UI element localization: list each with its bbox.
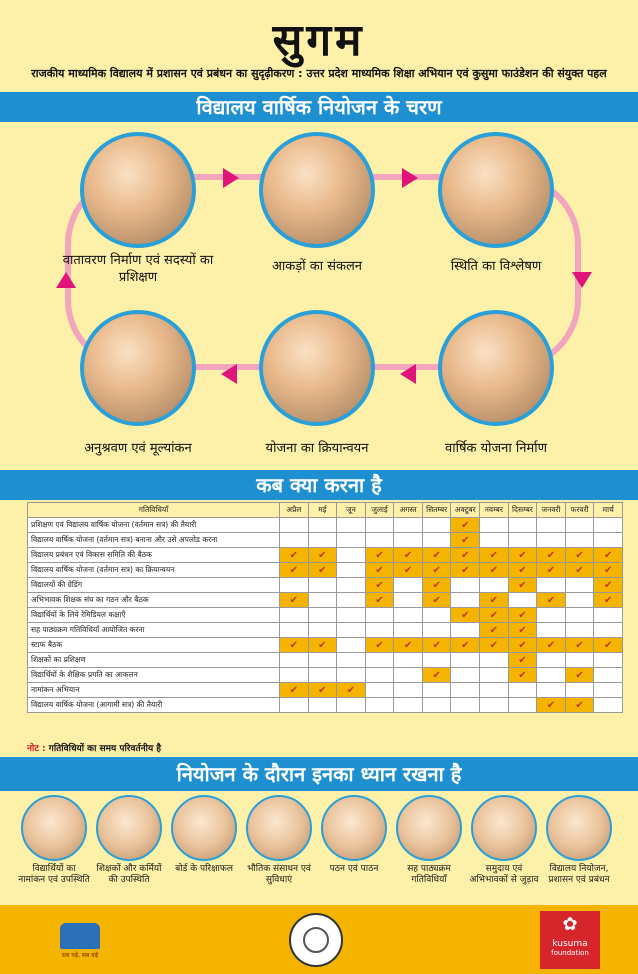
- empty-cell: [451, 593, 480, 608]
- attention-item: [318, 795, 390, 875]
- check-mark-icon: ✔: [280, 683, 309, 698]
- stage-3-label: स्थिति का विश्लेषण: [450, 259, 542, 274]
- check-mark-icon: ✔: [508, 668, 537, 683]
- activity-cell: विद्यार्थियों के शैक्षिक प्रगति का आकलन: [28, 668, 280, 683]
- empty-cell: [565, 623, 594, 638]
- empty-cell: [337, 608, 366, 623]
- empty-cell: [337, 578, 366, 593]
- month-header: जुलाई: [365, 503, 394, 518]
- empty-cell: [308, 623, 337, 638]
- empty-cell: [480, 668, 509, 683]
- activity-cell: विद्यालय वार्षिक योजना (वर्तमान सत्र) बनाना और उसे अपलोड करना: [28, 533, 280, 548]
- check-mark-icon: ✔: [480, 563, 509, 578]
- empty-cell: [308, 593, 337, 608]
- check-mark-icon: ✔: [537, 593, 566, 608]
- arrow-left-icon: [400, 364, 416, 384]
- empty-cell: [394, 578, 423, 593]
- empty-cell: [337, 548, 366, 563]
- empty-cell: [537, 668, 566, 683]
- empty-cell: [565, 683, 594, 698]
- arrow-down-icon: [572, 272, 592, 288]
- empty-cell: [451, 623, 480, 638]
- emblem-icon: [303, 927, 329, 953]
- empty-cell: [451, 578, 480, 593]
- empty-cell: [537, 518, 566, 533]
- empty-cell: [394, 698, 423, 713]
- attention-item-label: शिक्षकों और कर्मियों की उपस्थिति: [96, 864, 162, 885]
- empty-cell: [422, 698, 451, 713]
- check-mark-icon: ✔: [280, 563, 309, 578]
- arrow-up-icon: [56, 272, 76, 288]
- attention-item: [393, 795, 465, 886]
- check-mark-icon: ✔: [422, 548, 451, 563]
- stage-1-image: [80, 132, 196, 248]
- arrow-right-icon: [223, 168, 239, 188]
- schedule-note: [27, 741, 161, 754]
- check-mark-icon: ✔: [365, 638, 394, 653]
- empty-cell: [280, 578, 309, 593]
- empty-cell: [308, 653, 337, 668]
- stage-5-label: योजना का क्रियान्वयन: [265, 441, 369, 456]
- month-header: सितम्बर: [422, 503, 451, 518]
- empty-cell: [480, 653, 509, 668]
- check-mark-icon: ✔: [451, 533, 480, 548]
- activity-schedule-table: [27, 502, 623, 713]
- check-mark-icon: ✔: [337, 683, 366, 698]
- empty-cell: [394, 593, 423, 608]
- stage-2-label: आकड़ों का संकलन: [271, 259, 362, 274]
- check-mark-icon: ✔: [280, 638, 309, 653]
- empty-cell: [394, 608, 423, 623]
- empty-cell: [394, 623, 423, 638]
- month-header: मई: [308, 503, 337, 518]
- table-row: [28, 593, 623, 608]
- attention-item: [468, 795, 540, 886]
- empty-cell: [422, 533, 451, 548]
- check-mark-icon: ✔: [537, 638, 566, 653]
- table-row: [28, 638, 623, 653]
- table-row: [28, 578, 623, 593]
- empty-cell: [394, 668, 423, 683]
- empty-cell: [365, 623, 394, 638]
- empty-cell: [594, 668, 623, 683]
- month-header: अगस्त: [394, 503, 423, 518]
- empty-cell: [365, 518, 394, 533]
- activity-cell: स्टाफ बैठक: [28, 638, 280, 653]
- empty-cell: [308, 698, 337, 713]
- empty-cell: [537, 623, 566, 638]
- attention-item-image: [21, 795, 87, 861]
- empty-cell: [565, 608, 594, 623]
- table-row: [28, 548, 623, 563]
- empty-cell: [337, 698, 366, 713]
- empty-cell: [537, 533, 566, 548]
- activity-cell: अभिभावक शिक्षक संघ का गठन और बैठक: [28, 593, 280, 608]
- empty-cell: [337, 668, 366, 683]
- stage-4-label: अनुश्रवण एवं मूल्यांकन: [84, 441, 192, 456]
- stage-6-label: वार्षिक योजना निर्माण: [445, 441, 547, 456]
- empty-cell: [565, 653, 594, 668]
- check-mark-icon: ✔: [480, 623, 509, 638]
- planning-cycle: [0, 122, 638, 470]
- empty-cell: [394, 533, 423, 548]
- empty-cell: [480, 518, 509, 533]
- attention-section-header: नियोजन के दौरान इनका ध्यान रखना है: [0, 757, 638, 791]
- empty-cell: [365, 668, 394, 683]
- check-mark-icon: ✔: [508, 638, 537, 653]
- check-mark-icon: ✔: [565, 563, 594, 578]
- month-header: दिसम्बर: [508, 503, 537, 518]
- attention-item-image: [546, 795, 612, 861]
- footer: [0, 905, 638, 974]
- stage-3-image: [438, 132, 554, 248]
- kusuma-logo-name: kusuma: [552, 939, 588, 949]
- empty-cell: [565, 578, 594, 593]
- attention-item-label: समुदाय एवं अभिभावकों से जुड़ाव: [469, 864, 539, 885]
- attention-item: [18, 795, 90, 886]
- attention-item-image: [96, 795, 162, 861]
- empty-cell: [422, 653, 451, 668]
- table-row: [28, 563, 623, 578]
- left-logo-text: सब पढ़ें, सब बढ़ें: [61, 952, 99, 959]
- empty-cell: [451, 668, 480, 683]
- empty-cell: [565, 533, 594, 548]
- check-mark-icon: ✔: [537, 548, 566, 563]
- empty-cell: [451, 683, 480, 698]
- empty-cell: [308, 668, 337, 683]
- check-mark-icon: ✔: [308, 683, 337, 698]
- check-mark-icon: ✔: [280, 593, 309, 608]
- month-header: अप्रैल: [280, 503, 309, 518]
- attention-item-image: [321, 795, 387, 861]
- month-header: जनवरी: [537, 503, 566, 518]
- note-label: नोट :: [27, 744, 46, 754]
- empty-cell: [337, 638, 366, 653]
- check-mark-icon: ✔: [480, 548, 509, 563]
- empty-cell: [337, 533, 366, 548]
- kusuma-logo-sub: foundation: [551, 949, 589, 957]
- empty-cell: [365, 653, 394, 668]
- empty-cell: [537, 653, 566, 668]
- table-row: [28, 623, 623, 638]
- month-header: जून: [337, 503, 366, 518]
- attention-item-image: [471, 795, 537, 861]
- activity-cell: शिक्षकों का प्रशिक्षण: [28, 653, 280, 668]
- check-mark-icon: ✔: [594, 548, 623, 563]
- schedule-section-header: कब क्या करना है: [0, 470, 638, 500]
- empty-cell: [280, 623, 309, 638]
- empty-cell: [594, 623, 623, 638]
- empty-cell: [308, 578, 337, 593]
- empty-cell: [451, 698, 480, 713]
- attention-item-label: बोर्ड के परिक्षाफल: [175, 864, 233, 874]
- empty-cell: [480, 578, 509, 593]
- attention-items: [0, 795, 638, 905]
- check-mark-icon: ✔: [451, 638, 480, 653]
- check-mark-icon: ✔: [594, 638, 623, 653]
- empty-cell: [422, 683, 451, 698]
- table-row: [28, 653, 623, 668]
- empty-cell: [337, 563, 366, 578]
- check-mark-icon: ✔: [508, 548, 537, 563]
- table-row: [28, 608, 623, 623]
- month-header: अक्टूबर: [451, 503, 480, 518]
- check-mark-icon: ✔: [422, 563, 451, 578]
- attention-item-image: [246, 795, 312, 861]
- attention-item: [93, 795, 165, 886]
- check-mark-icon: ✔: [565, 668, 594, 683]
- note-text: गतिविधियों का समय परिवर्तनीय है: [48, 744, 162, 754]
- kusuma-foundation-logo: [540, 911, 600, 969]
- empty-cell: [337, 593, 366, 608]
- empty-cell: [337, 623, 366, 638]
- attention-item: [168, 795, 240, 875]
- attention-item-image: [171, 795, 237, 861]
- empty-cell: [565, 518, 594, 533]
- activity-cell: नामांकन अभियान: [28, 683, 280, 698]
- empty-cell: [594, 518, 623, 533]
- attention-item-label: विद्यालय नियोजन, प्रशासन एवं प्रबंधन: [548, 864, 610, 885]
- activity-cell: विद्यालय प्रबंधन एवं विकास समिति की बैठक: [28, 548, 280, 563]
- check-mark-icon: ✔: [480, 608, 509, 623]
- empty-cell: [594, 698, 623, 713]
- empty-cell: [508, 593, 537, 608]
- month-header: नवम्बर: [480, 503, 509, 518]
- empty-cell: [508, 518, 537, 533]
- stage-5-image: [259, 310, 375, 426]
- check-mark-icon: ✔: [594, 563, 623, 578]
- empty-cell: [594, 683, 623, 698]
- empty-cell: [565, 593, 594, 608]
- check-mark-icon: ✔: [508, 623, 537, 638]
- empty-cell: [480, 533, 509, 548]
- check-mark-icon: ✔: [308, 548, 337, 563]
- activity-cell: प्रशिक्षण एवं विद्यालय वार्षिक योजना (वर्तमान सत्र) की तैयारी: [28, 518, 280, 533]
- activity-cell: सह पाठ्यक्रम गतिविधियाँ आयोजित करना: [28, 623, 280, 638]
- empty-cell: [280, 698, 309, 713]
- activity-cell: विद्यार्थियों के लिये रेमिडियल कक्षाएँ: [28, 608, 280, 623]
- flower-icon: ✿: [562, 914, 578, 935]
- empty-cell: [422, 623, 451, 638]
- check-mark-icon: ✔: [537, 563, 566, 578]
- empty-cell: [280, 653, 309, 668]
- check-mark-icon: ✔: [422, 638, 451, 653]
- check-mark-icon: ✔: [508, 608, 537, 623]
- empty-cell: [280, 608, 309, 623]
- empty-cell: [508, 698, 537, 713]
- check-mark-icon: ✔: [365, 593, 394, 608]
- attention-item: [543, 795, 615, 886]
- table-row: [28, 668, 623, 683]
- check-mark-icon: ✔: [594, 578, 623, 593]
- check-mark-icon: ✔: [394, 638, 423, 653]
- check-mark-icon: ✔: [451, 518, 480, 533]
- check-mark-icon: ✔: [422, 578, 451, 593]
- empty-cell: [280, 668, 309, 683]
- empty-cell: [480, 683, 509, 698]
- check-mark-icon: ✔: [508, 653, 537, 668]
- attention-item-label: भौतिक संसाधन एवं सुविधाएं: [247, 864, 311, 885]
- table-row: [28, 518, 623, 533]
- check-mark-icon: ✔: [365, 548, 394, 563]
- check-mark-icon: ✔: [451, 548, 480, 563]
- table-row: [28, 683, 623, 698]
- activity-column-header: गतिविधियाँ: [28, 503, 280, 518]
- empty-cell: [594, 653, 623, 668]
- check-mark-icon: ✔: [508, 578, 537, 593]
- attention-item-label: विद्यार्थियों का नामांकन एवं उपस्थिति: [18, 864, 90, 885]
- check-mark-icon: ✔: [422, 593, 451, 608]
- check-mark-icon: ✔: [308, 638, 337, 653]
- check-mark-icon: ✔: [480, 638, 509, 653]
- empty-cell: [365, 683, 394, 698]
- empty-cell: [365, 698, 394, 713]
- poster-subtitle: राजकीय माध्यमिक विद्यालय में प्रशासन एवं प्रबंधन का सुदृढ़ीकरण : उत्तर प्रदेश माध्यमिक शिक्षा अभियान एवं कुसुमा फाउंडेशन की संयुक्त पहल: [31, 67, 607, 80]
- check-mark-icon: ✔: [365, 578, 394, 593]
- check-mark-icon: ✔: [480, 593, 509, 608]
- attention-item-image: [396, 795, 462, 861]
- stage-6-image: [438, 310, 554, 426]
- attention-item-label: पठन एवं पाठन: [329, 864, 379, 874]
- table-row: [28, 533, 623, 548]
- empty-cell: [394, 683, 423, 698]
- month-header: मार्च: [594, 503, 623, 518]
- arrow-left-icon: [221, 364, 237, 384]
- empty-cell: [280, 518, 309, 533]
- check-mark-icon: ✔: [422, 668, 451, 683]
- state-emblem-logo: [289, 913, 343, 967]
- check-mark-icon: ✔: [394, 548, 423, 563]
- poster-title: सुगम: [272, 15, 366, 66]
- empty-cell: [594, 608, 623, 623]
- empty-cell: [394, 653, 423, 668]
- check-mark-icon: ✔: [308, 563, 337, 578]
- empty-cell: [337, 653, 366, 668]
- check-mark-icon: ✔: [365, 563, 394, 578]
- empty-cell: [537, 608, 566, 623]
- empty-cell: [508, 683, 537, 698]
- activity-cell: विद्यालयों की ग्रेडिंग: [28, 578, 280, 593]
- stage-1-label: वातावरण निर्माण एवं सदस्यों का प्रशिक्षण: [62, 253, 214, 285]
- table-row: [28, 698, 623, 713]
- check-mark-icon: ✔: [451, 563, 480, 578]
- arrow-right-icon: [402, 168, 418, 188]
- check-mark-icon: ✔: [537, 698, 566, 713]
- attention-item-label: सह पाठ्यक्रम गतिविधियाँ: [407, 864, 451, 885]
- empty-cell: [537, 683, 566, 698]
- check-mark-icon: ✔: [451, 608, 480, 623]
- month-header: फरवरी: [565, 503, 594, 518]
- empty-cell: [537, 578, 566, 593]
- check-mark-icon: ✔: [280, 548, 309, 563]
- empty-cell: [422, 518, 451, 533]
- stage-2-image: [259, 132, 375, 248]
- empty-cell: [422, 608, 451, 623]
- empty-cell: [280, 533, 309, 548]
- check-mark-icon: ✔: [565, 548, 594, 563]
- empty-cell: [308, 533, 337, 548]
- empty-cell: [337, 518, 366, 533]
- check-mark-icon: ✔: [565, 638, 594, 653]
- sarva-shiksha-logo: [40, 915, 120, 965]
- empty-cell: [480, 698, 509, 713]
- check-mark-icon: ✔: [594, 593, 623, 608]
- attention-item: [243, 795, 315, 886]
- check-mark-icon: ✔: [565, 698, 594, 713]
- empty-cell: [508, 533, 537, 548]
- check-mark-icon: ✔: [394, 563, 423, 578]
- empty-cell: [451, 653, 480, 668]
- empty-cell: [308, 608, 337, 623]
- empty-cell: [365, 608, 394, 623]
- activity-cell: विद्यालय वार्षिक योजना (आगामी सत्र) की तैयारी: [28, 698, 280, 713]
- cycle-section-header: विद्यालय वार्षिक नियोजन के चरण: [0, 92, 638, 122]
- check-mark-icon: ✔: [508, 563, 537, 578]
- empty-cell: [594, 533, 623, 548]
- empty-cell: [365, 533, 394, 548]
- activity-cell: विद्यालय वार्षिक योजना (वर्तमान सत्र) का क्रियान्वयन: [28, 563, 280, 578]
- book-icon: [60, 923, 100, 949]
- empty-cell: [308, 518, 337, 533]
- stage-4-image: [80, 310, 196, 426]
- empty-cell: [394, 518, 423, 533]
